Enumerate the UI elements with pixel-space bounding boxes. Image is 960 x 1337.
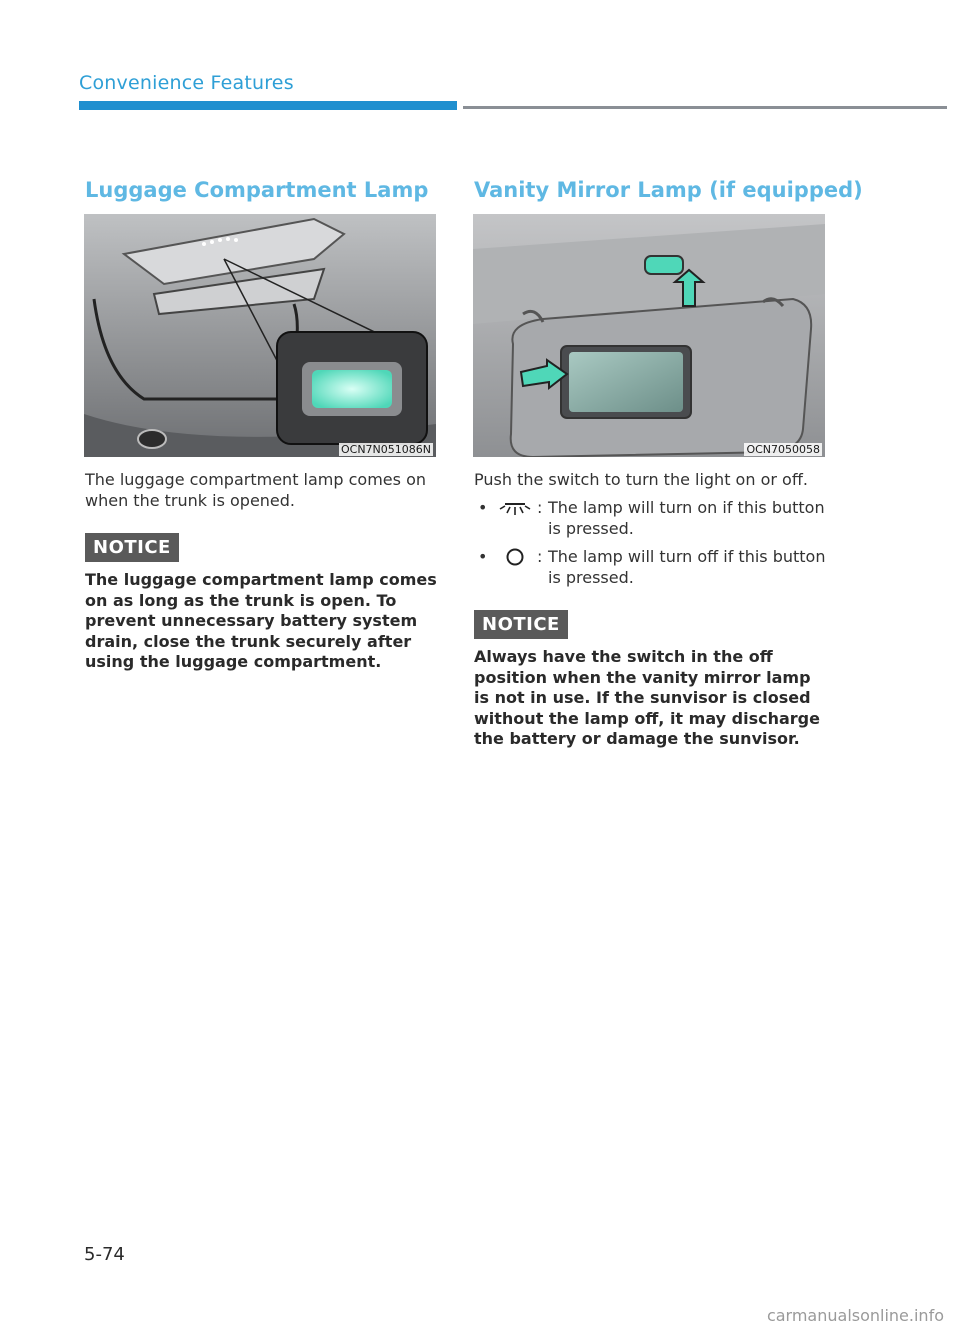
lamp-on-icon	[499, 498, 531, 518]
header-accent-bar	[79, 101, 457, 110]
page-number: 5-74	[84, 1244, 125, 1265]
bullet-dot: •	[478, 498, 488, 517]
bullet-text: The lamp will turn on if this button is pressed.	[548, 498, 825, 538]
lamp-off-icon	[499, 547, 531, 567]
header-rule	[463, 106, 947, 109]
luggage-lamp-figure	[84, 214, 436, 457]
header-section-title: Convenience Features	[79, 72, 294, 94]
luggage-lamp-description: The luggage compartment lamp comes on when the trunk is opened.	[85, 470, 426, 510]
vanity-lamp-description: Push the switch to turn the light on or off.	[474, 470, 808, 489]
bullet-text: The lamp will turn off if this button is pressed.	[548, 547, 826, 587]
left-column	[84, 178, 439, 673]
trunk-illustration	[84, 214, 436, 457]
right-column	[473, 178, 863, 750]
figure-code: OCN7050058	[746, 443, 820, 456]
watermark: carmanualsonline.info	[766, 1306, 944, 1325]
notice-badge: NOTICE	[85, 533, 179, 562]
notice-badge: NOTICE	[474, 610, 568, 639]
vanity-lamp-figure	[473, 214, 825, 457]
luggage-notice-text: The luggage compartment lamp comes on as long as the trunk is open. To prevent unnecessary battery system drain, close the trunk securely after using the luggage compartment.	[85, 570, 437, 671]
list-item: • : The lamp will turn off if this button is pressed.	[478, 547, 826, 587]
vanity-lamp-title: Vanity Mirror Lamp (if equipped)	[474, 178, 863, 202]
bullet-dot: •	[478, 547, 488, 566]
list-item: • : The lamp will turn on if this button is pressed.	[478, 498, 825, 538]
sunvisor-illustration	[473, 214, 825, 457]
figure-code: OCN7N051086N	[340, 443, 431, 456]
luggage-lamp-title: Luggage Compartment Lamp	[85, 178, 429, 202]
vanity-notice-text: Always have the switch in the off position when the vanity mirror lamp is not in use. If the sunvisor is closed without the lamp off, it may discharge the battery or damage the sunvisor.	[474, 647, 820, 748]
